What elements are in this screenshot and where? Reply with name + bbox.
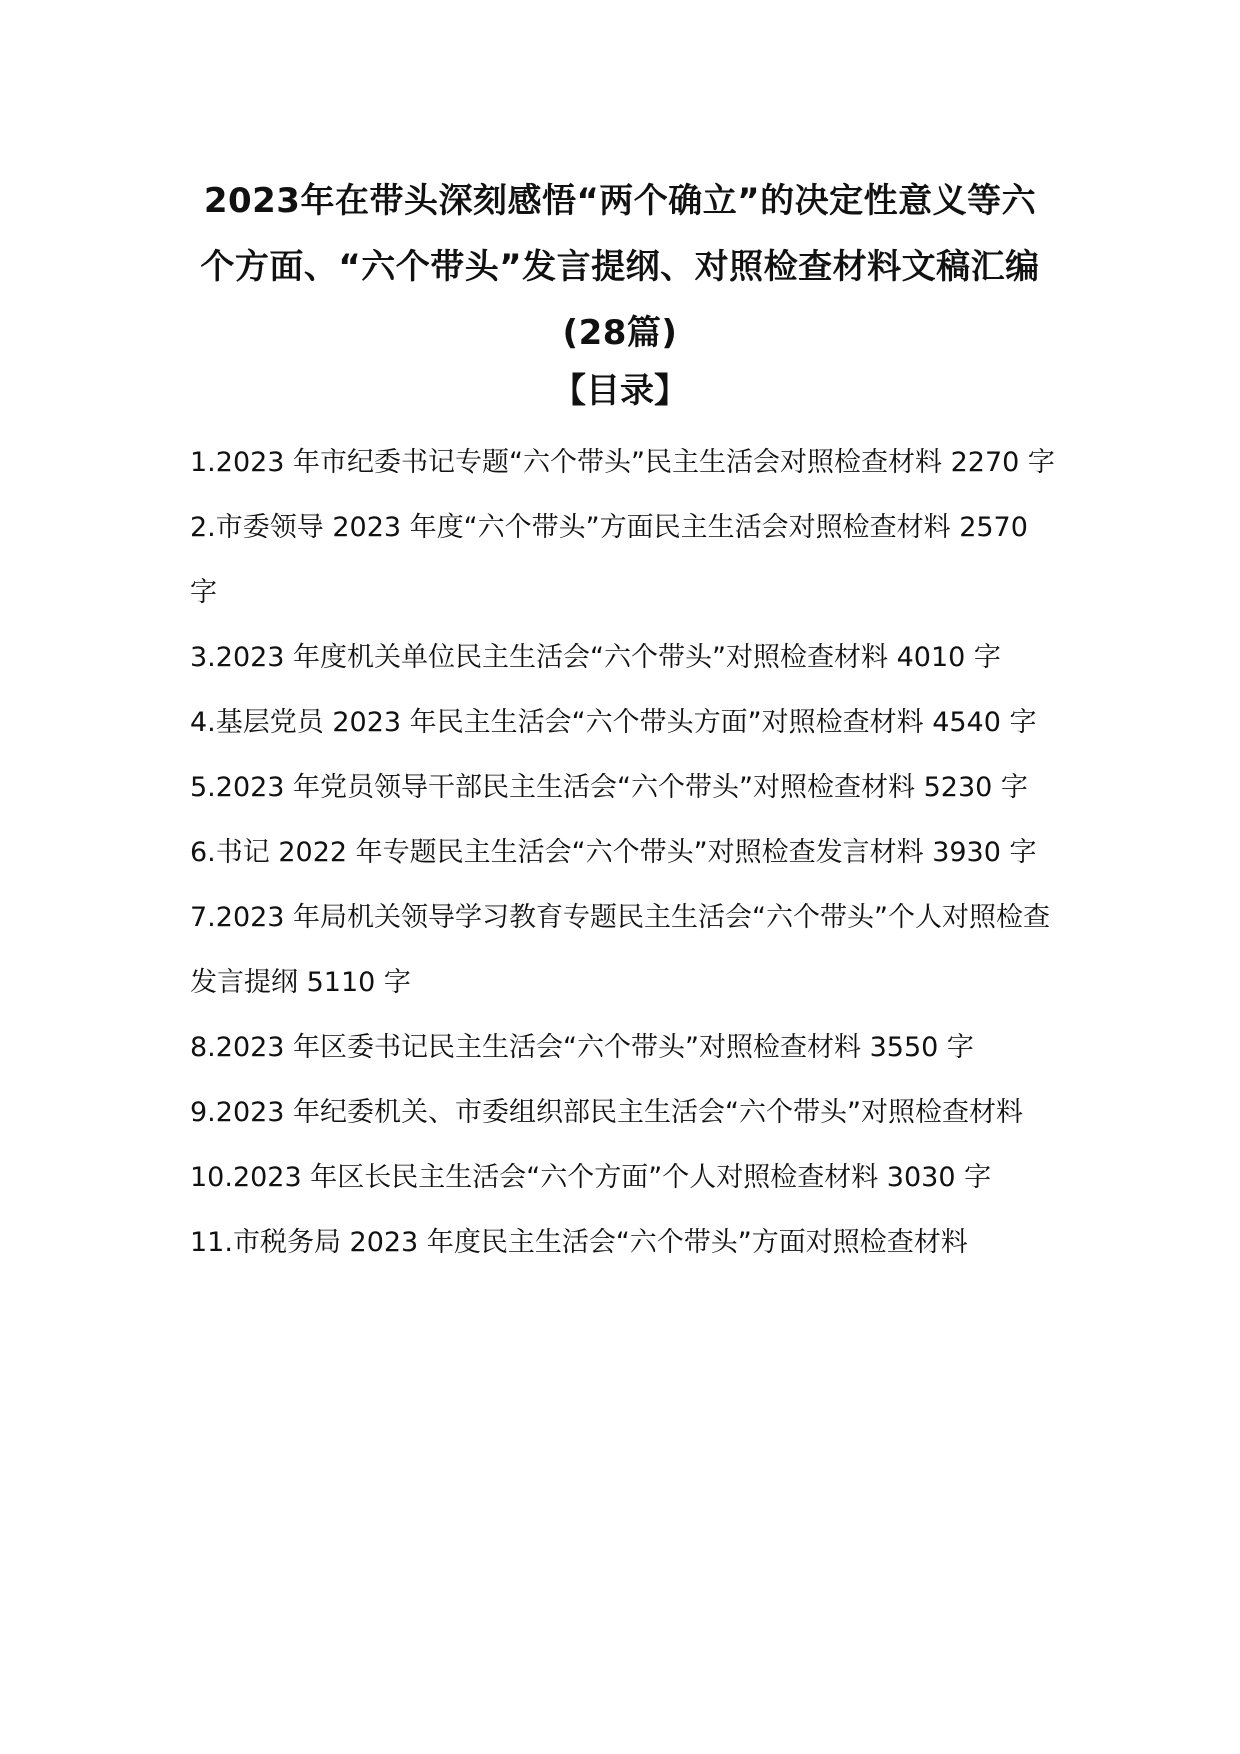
toc-item-7: 7.2023 年局机关领导学习教育专题民主生活会“六个带头”个人对照检查发言提纲 5110 字 [190,902,1051,998]
toc-item-2: 2.市委领导 2023 年度“六个带头”方面民主生活会对照检查材料 2570 字 [190,512,1028,608]
toc-heading: 【目录】 [552,371,688,411]
toc-item-5: 5.2023 年党员领导干部民主生活会“六个带头”对照检查材料 5230 字 [190,772,1028,803]
toc-item-6: 6.书记 2022 年专题民主生活会“六个带头”对照检查发言材料 3930 字 [190,837,1037,868]
toc-item-3: 3.2023 年度机关单位民主生活会“六个带头”对照检查材料 4010 字 [190,642,1001,673]
toc-item-4: 4.基层党员 2023 年民主生活会“六个带头方面”对照检查材料 4540 字 [190,707,1037,738]
toc-item-10: 10.2023 年区长民主生活会“六个方面”个人对照检查材料 3030 字 [190,1162,992,1193]
toc-item-8: 8.2023 年区委书记民主生活会“六个带头”对照检查材料 3550 字 [190,1032,974,1063]
document-title: 2023年在带头深刻感悟“两个确立”的决定性意义等六个方面、“六个带头”发言提纲、对照检查材料文稿汇编(28篇) [200,181,1040,353]
toc-item-9: 9.2023 年纪委机关、市委组织部民主生活会“六个带头”对照检查材料 [190,1097,1024,1128]
toc-item-11: 11.市税务局 2023 年度民主生活会“六个带头”方面对照检查材料 [190,1227,968,1258]
toc-list [190,430,1060,1275]
toc-item-1: 1.2023 年市纪委书记专题“六个带头”民主生活会对照检查材料 2270 字 [190,447,1055,478]
